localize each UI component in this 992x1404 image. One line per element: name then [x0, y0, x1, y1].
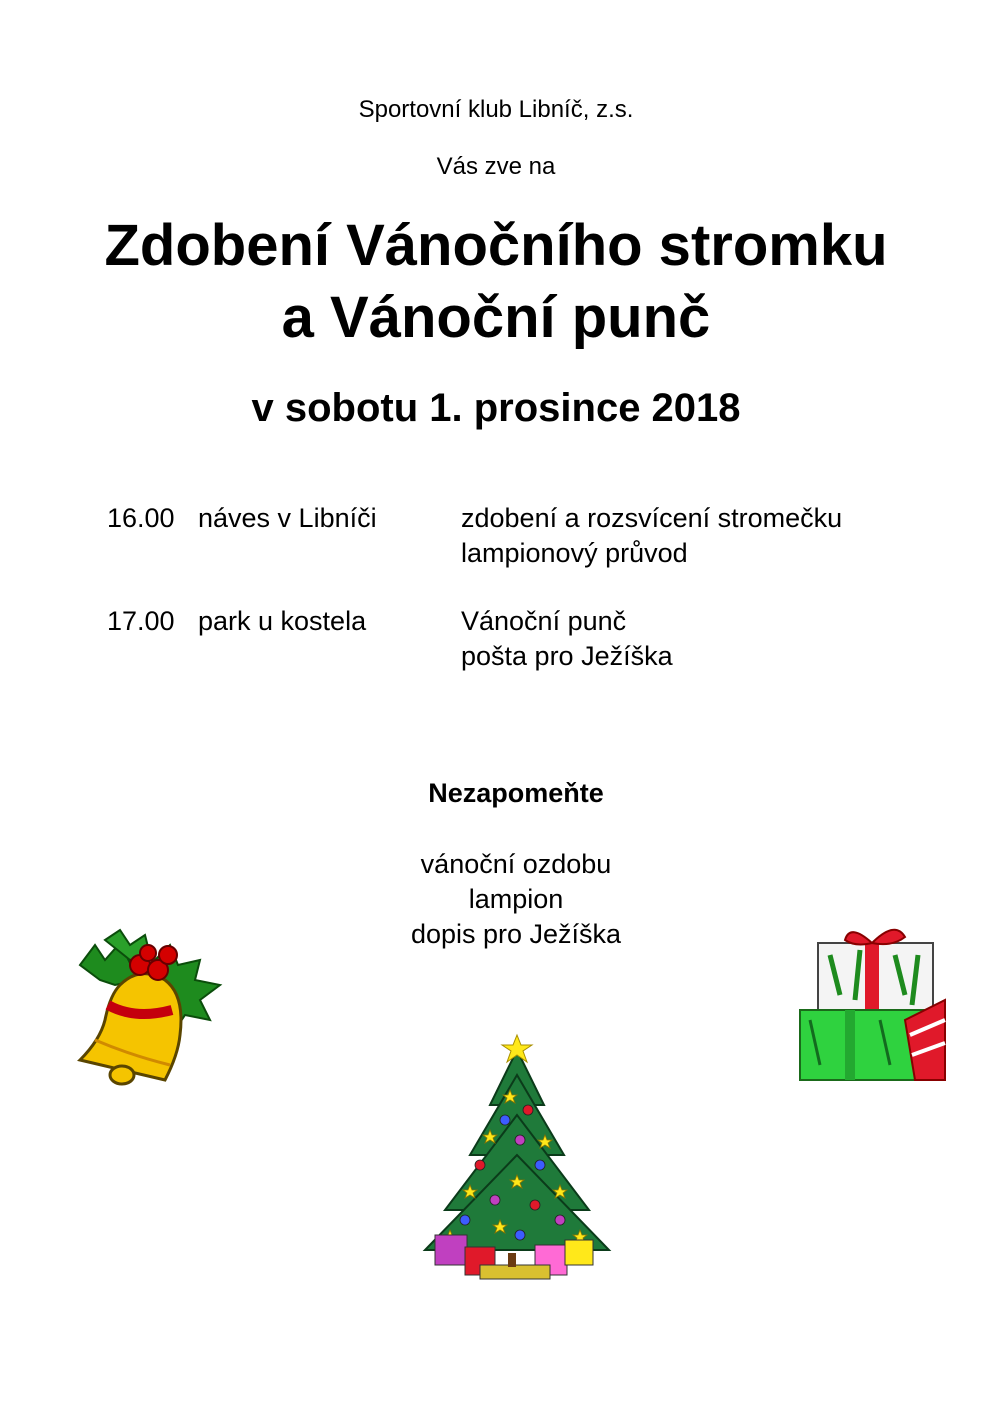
event-title-line2: a Vánoční punč [281, 285, 711, 350]
reminder-item: lampion [468, 884, 564, 914]
schedule-activities-2 [461, 604, 961, 674]
schedule-activity: Vánoční punč [461, 606, 627, 636]
schedule-time-2: 17.00 [107, 606, 175, 636]
schedule-place-2: park u kostela [198, 606, 367, 636]
reminder-item: vánoční ozdobu [420, 849, 612, 879]
event-date: v sobotu 1. prosince 2018 [251, 386, 741, 430]
gift-boxes-icon [800, 925, 945, 1080]
reminder-heading: Nezapomeňte [428, 778, 604, 808]
christmas-tree-icon [420, 1035, 615, 1280]
invitation-text: Vás zve na [436, 153, 556, 180]
event-title-line1: Zdobení Vánočního stromku [104, 213, 888, 278]
schedule-activity: lampionový průvod [461, 538, 688, 568]
organizer-name: Sportovní klub Libníč, z.s. [358, 96, 634, 123]
schedule-time-1: 16.00 [107, 503, 175, 533]
schedule-activity: pošta pro Ježíška [461, 641, 673, 671]
reminder-item: dopis pro Ježíška [410, 919, 622, 949]
bell-holly-icon [60, 925, 230, 1095]
schedule-activities-1 [461, 501, 961, 571]
schedule-activity: zdobení a rozsvícení stromečku [461, 503, 843, 533]
schedule-place-1: náves v Libníči [198, 503, 377, 533]
